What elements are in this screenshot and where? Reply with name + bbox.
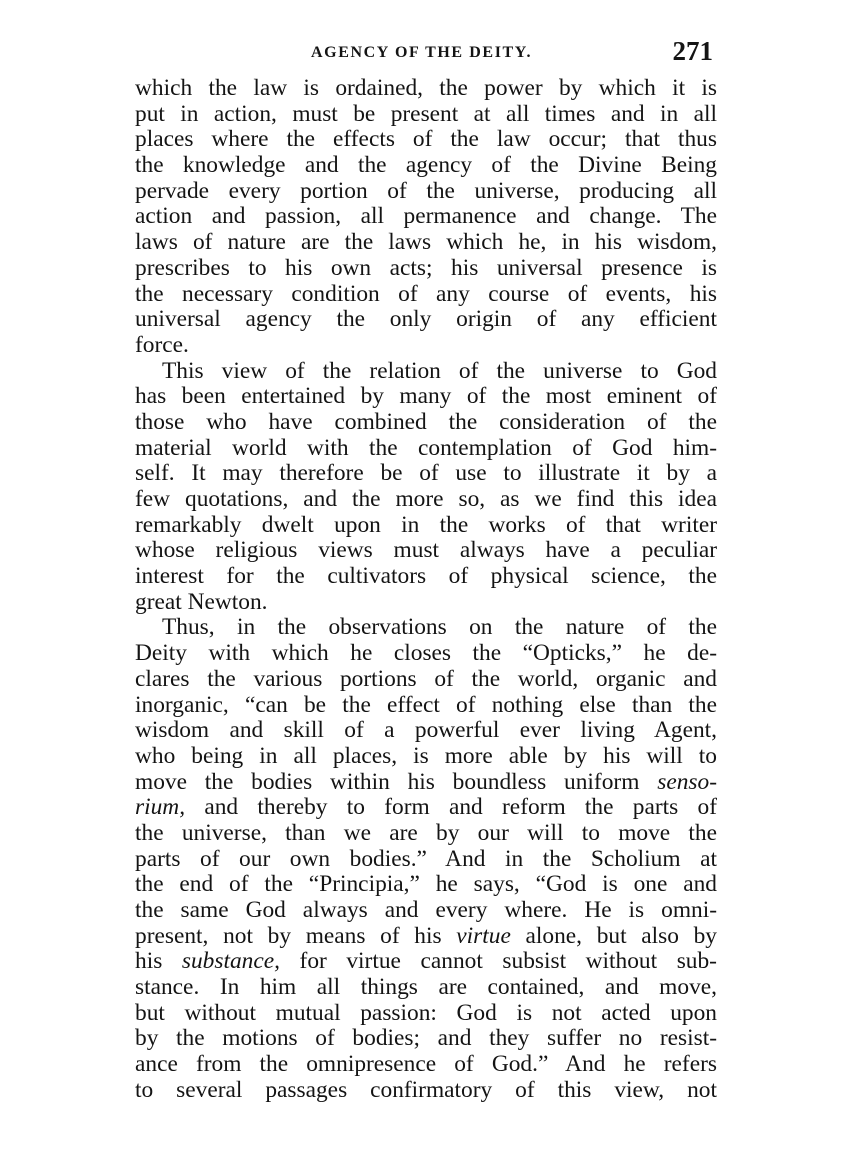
text-line: great Newton. bbox=[135, 589, 268, 615]
text-line: wisdom and skill of a powerful ever living Agent, bbox=[135, 718, 717, 744]
text-line: universal agency the only origin of any efficient bbox=[135, 307, 717, 333]
text-line: the same God always and every where. He is omni- bbox=[135, 898, 717, 923]
text-line: Deity with which he closes the “Opticks,” he de- bbox=[135, 641, 717, 667]
italic-text: rium, bbox=[135, 795, 186, 821]
text-span: present, not by means of his bbox=[135, 923, 442, 949]
text-line: material world with the contemplation of God him- bbox=[135, 435, 717, 461]
italic-text: substance, bbox=[181, 949, 280, 975]
text-line: the end of the “Principia,” he says, “God is one and bbox=[135, 872, 717, 898]
text-line: clares the various portions of the world, organic and bbox=[135, 666, 717, 692]
text-line: those who have combined the consideration of the bbox=[135, 409, 717, 435]
text-line: few quotations, and the more so, as we find this idea bbox=[135, 487, 717, 512]
text-line: but without mutual passion: God is not acted upon bbox=[135, 1000, 717, 1026]
text-line: prescribes to his own acts; his universal presence is bbox=[135, 255, 717, 281]
italic-text: virtue bbox=[456, 923, 511, 949]
text-span: move the bodies within his boundless uniform bbox=[135, 769, 640, 795]
text-line: force. bbox=[135, 332, 189, 358]
text-line: the knowledge and the agency of the Divine Being bbox=[135, 153, 717, 179]
text-span: alone, but also by bbox=[525, 923, 717, 949]
text-line: self. It may therefore be of use to illustrate it by a bbox=[135, 461, 717, 487]
text-line: by the motions of bodies; and they suffer no resist- bbox=[135, 1026, 717, 1052]
text-line: whose religious views must always have a peculiar bbox=[135, 538, 717, 564]
text-line: places where the effects of the law occur; that thus bbox=[135, 127, 717, 153]
body-text bbox=[135, 76, 717, 1104]
text-line: interest for the cultivators of physical science, the bbox=[135, 564, 717, 590]
text-span: for virtue cannot subsist without sub- bbox=[299, 949, 717, 975]
italic-text: senso- bbox=[657, 769, 717, 795]
text-line bbox=[135, 924, 717, 950]
text-line: stance. In him all things are contained, and move, bbox=[135, 975, 717, 1001]
text-line: Thus, in the observations on the nature of the bbox=[162, 615, 717, 641]
text-line: put in action, must be present at all times and in all bbox=[135, 101, 717, 127]
text-line: inorganic, “can be the effect of nothing else than the bbox=[135, 692, 717, 718]
text-line: the necessary condition of any course of events, his bbox=[135, 281, 717, 307]
text-line bbox=[135, 770, 717, 796]
text-line: pervade every portion of the universe, producing all bbox=[135, 178, 717, 204]
text-line: to several passages confirmatory of this view, not bbox=[135, 1077, 717, 1103]
text-line bbox=[135, 949, 717, 975]
text-line bbox=[135, 795, 717, 821]
text-line: laws of nature are the laws which he, in his wisdom, bbox=[135, 230, 717, 256]
text-line: the universe, than we are by our will to move the bbox=[135, 820, 717, 846]
text-line: who being in all places, is more able by his will to bbox=[135, 743, 717, 769]
text-line: which the law is ordained, the power by which it is bbox=[135, 76, 717, 101]
running-head: AGENCY OF THE DEITY. bbox=[311, 44, 533, 61]
text-span: and thereby to form and reform the parts of bbox=[204, 795, 717, 821]
text-line: has been entertained by many of the most eminent of bbox=[135, 384, 717, 410]
page-number: 271 bbox=[672, 36, 713, 66]
text-line: ance from the omnipresence of God.” And he refers bbox=[135, 1052, 717, 1078]
text-line: action and passion, all permanence and change. The bbox=[135, 204, 717, 230]
text-span: his bbox=[135, 949, 163, 975]
page-header bbox=[135, 36, 717, 76]
text-line: This view of the relation of the universe to God bbox=[162, 358, 717, 384]
book-page bbox=[135, 36, 717, 1104]
text-line: remarkably dwelt upon in the works of that writer bbox=[135, 512, 717, 538]
text-line: parts of our own bodies.” And in the Scholium at bbox=[135, 846, 717, 872]
